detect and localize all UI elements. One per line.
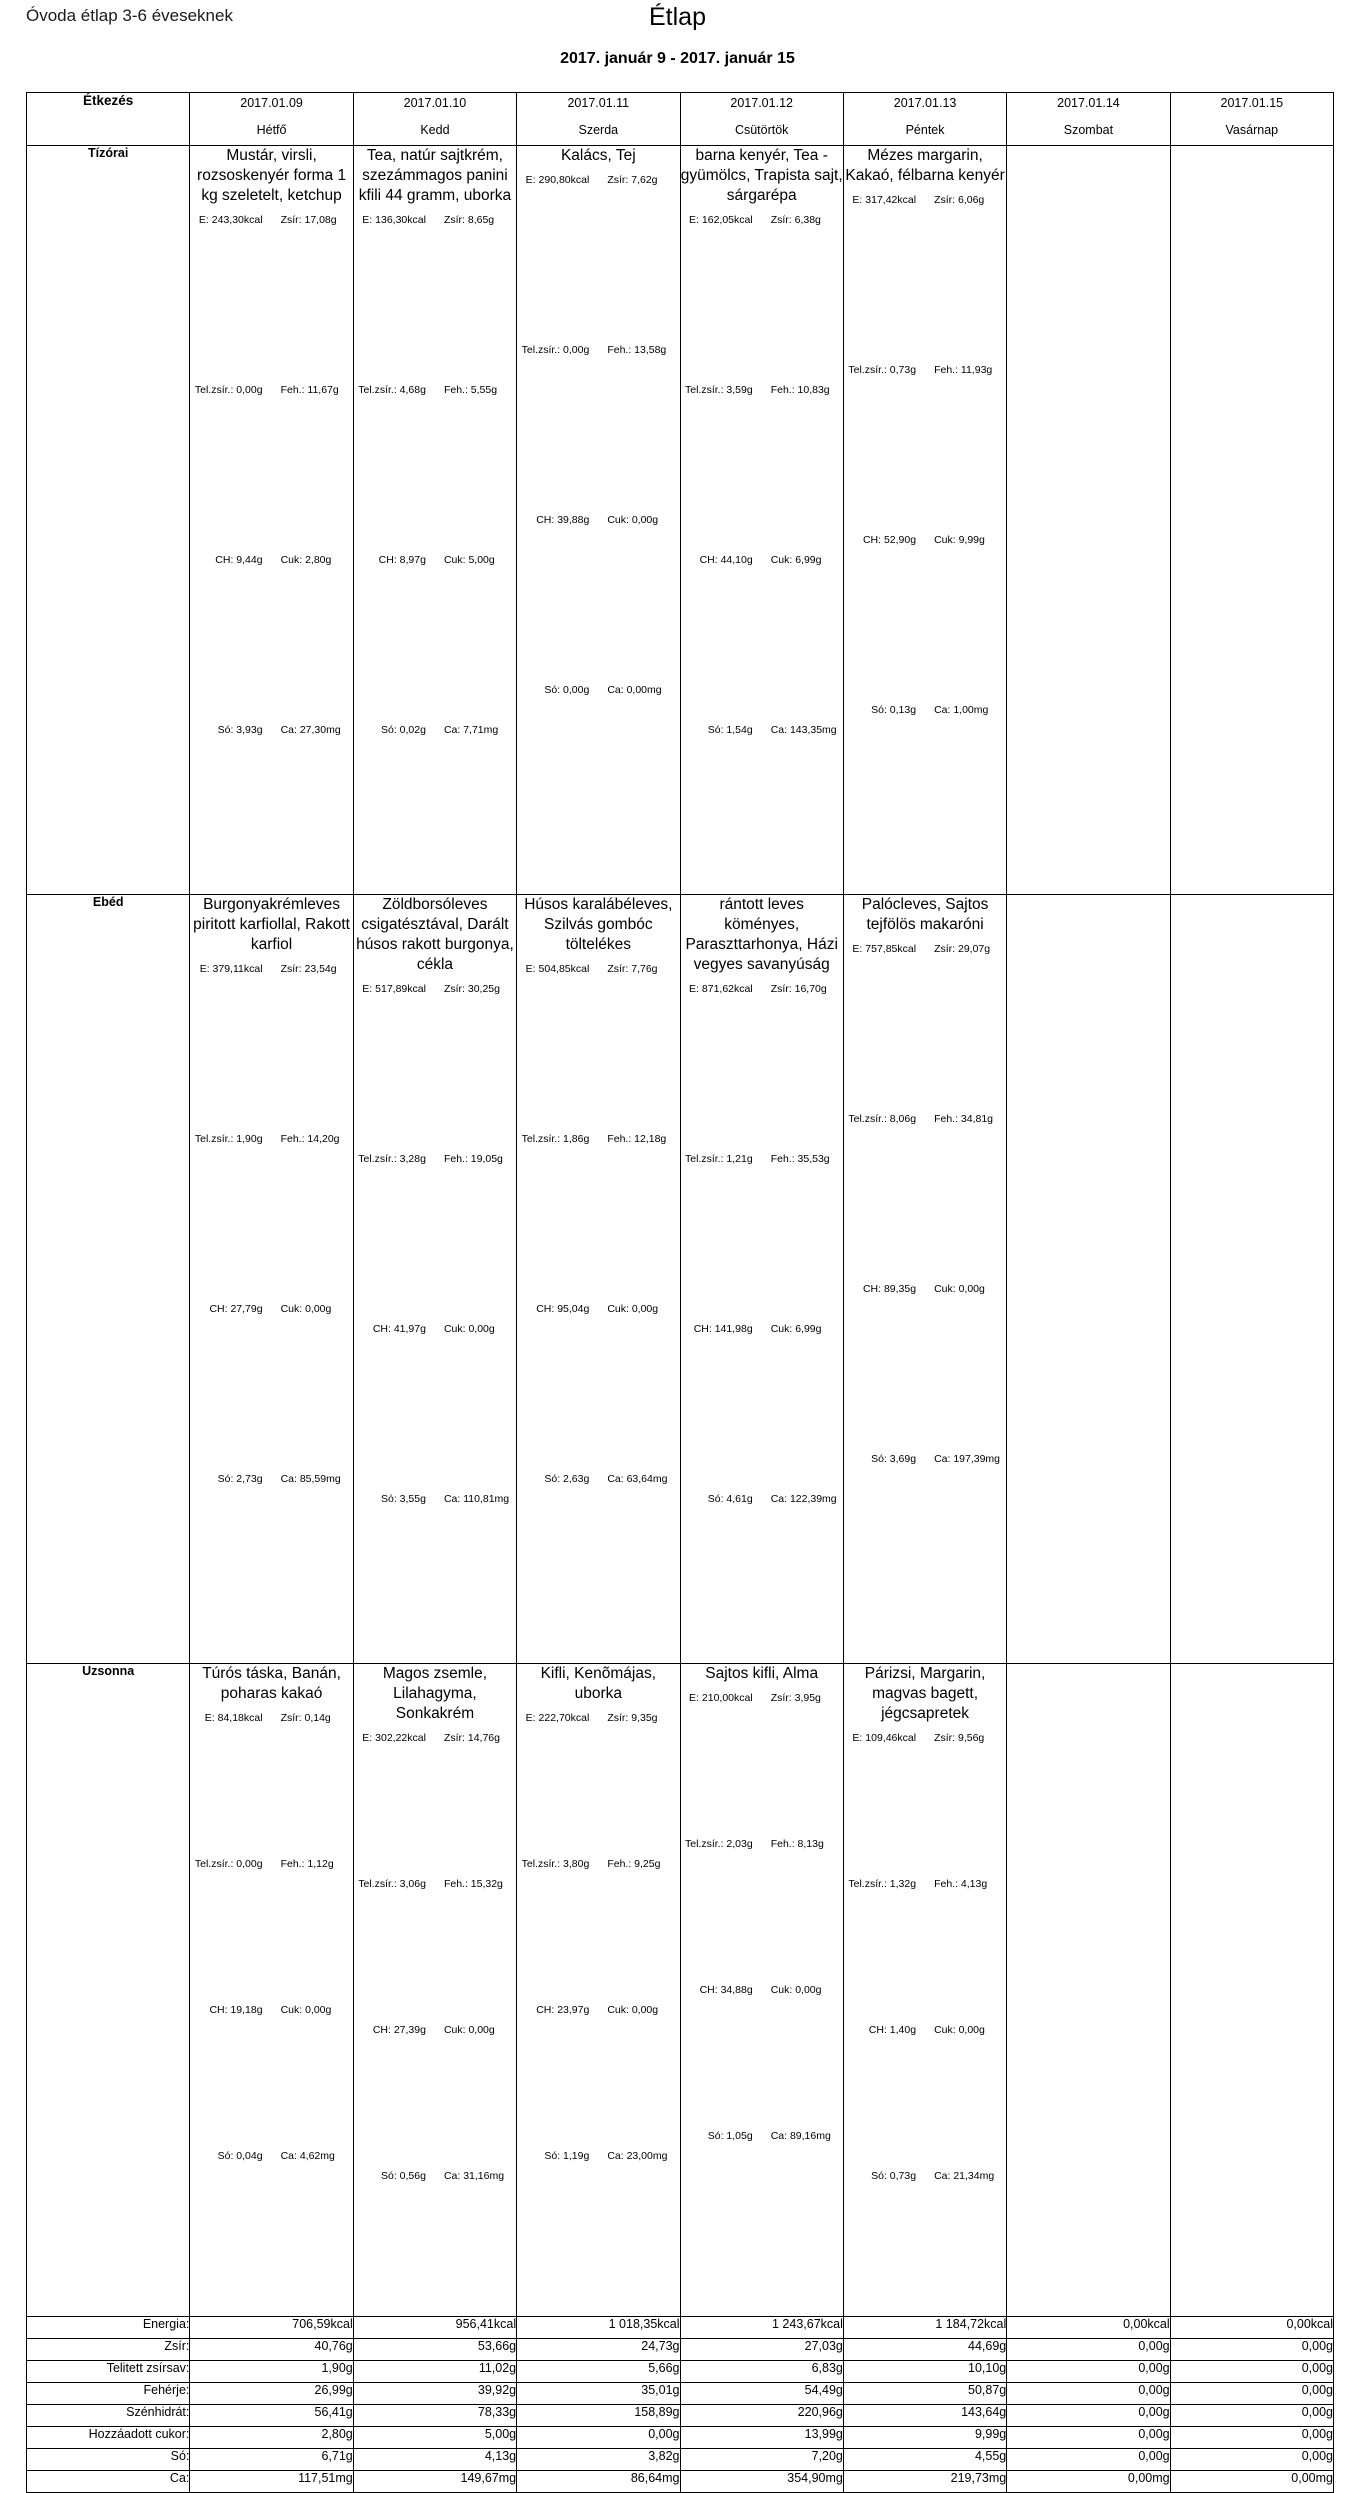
nutrition-sat-fat: Tel.zsír.: 0,00g	[521, 344, 590, 356]
day-name-0: Hétfő	[256, 123, 287, 137]
meal-row-uzsonna	[27, 1664, 1334, 2317]
day-date-5: 2017.01.14	[1057, 96, 1120, 110]
dish-name: Mézes margarin, Kakaó, félbarna kenyér	[845, 147, 1005, 184]
meal-cell-tizorai-4	[843, 146, 1006, 895]
nutrition-carbs: CH: 9,44g	[215, 554, 263, 566]
summary-value: 0,00g	[1007, 2361, 1170, 2383]
summary-label: Hozzáadott cukor:	[27, 2427, 190, 2449]
nutrition-sugar: Cuk: 0,00g	[607, 2004, 659, 2016]
nutrition-block	[517, 1712, 679, 2296]
nutrition-sugar: Cuk: 0,00g	[280, 1303, 332, 1315]
summary-label: Szénhidrát:	[27, 2405, 190, 2427]
summary-value: 0,00mg	[1007, 2471, 1170, 2493]
day-header-4	[843, 93, 1006, 146]
summary-value: 1 184,72kcal	[843, 2317, 1006, 2339]
weekly-menu-table	[26, 92, 1334, 2493]
summary-value: 9,99g	[843, 2427, 1006, 2449]
nutrition-energy: E: 210,00kcal	[689, 1692, 753, 1704]
nutrition-energy: E: 84,18kcal	[204, 1712, 263, 1724]
summary-value: 10,10g	[843, 2361, 1006, 2383]
nutrition-block	[517, 174, 679, 854]
nutrition-carbs: CH: 41,97g	[372, 1323, 426, 1335]
nutrition-carbs: CH: 23,97g	[536, 2004, 590, 2016]
nutrition-fat: Zsír: 8,65g	[443, 214, 495, 226]
nutrition-block	[844, 1732, 1006, 2316]
nutrition-block	[681, 1692, 843, 2276]
nutrition-salt: Só: 0,04g	[217, 2150, 263, 2162]
day-date-0: 2017.01.09	[240, 96, 303, 110]
summary-value: 4,13g	[353, 2449, 516, 2471]
nutrition-energy: E: 222,70kcal	[525, 1712, 590, 1724]
meal-cell-uzsonna-5	[1007, 1664, 1170, 2317]
nutrition-fat: Zsír: 6,38g	[770, 214, 821, 226]
nutrition-energy: E: 517,89kcal	[362, 983, 426, 995]
meal-cell-tizorai-0	[190, 146, 353, 895]
summary-value: 78,33g	[353, 2405, 516, 2427]
dish-name: Mustár, virsli, rozsoskenyér forma 1 kg szeletelt, ketchup	[197, 147, 347, 204]
nutrition-block	[681, 983, 843, 1663]
nutrition-energy: E: 504,85kcal	[525, 963, 590, 975]
nutrition-calcium: Ca: 89,16mg	[770, 2130, 831, 2142]
nutrition-protein: Feh.: 34,81g	[934, 1113, 994, 1125]
summary-value: 0,00g	[1007, 2405, 1170, 2427]
summary-value: 0,00g	[1007, 2339, 1170, 2361]
nutrition-sugar: Cuk: 6,99g	[770, 554, 822, 566]
summary-label: Zsír:	[27, 2339, 190, 2361]
summary-value: 24,73g	[517, 2339, 680, 2361]
summary-label: Telitett zsírsav:	[27, 2361, 190, 2383]
nutrition-calcium: Ca: 0,00mg	[607, 684, 662, 696]
meal-cell-tizorai-1	[353, 146, 516, 895]
summary-value: 6,71g	[190, 2449, 353, 2471]
meal-cell-tizorai-5	[1007, 146, 1170, 895]
nutrition-protein: Feh.: 8,13g	[770, 1838, 824, 1850]
summary-value: 5,66g	[517, 2361, 680, 2383]
nutrition-calcium: Ca: 4,62mg	[280, 2150, 335, 2162]
nutrition-protein: Feh.: 14,20g	[280, 1133, 340, 1145]
summary-row-hozzaadott-cukor	[27, 2427, 1334, 2449]
nutrition-sugar: Cuk: 9,99g	[934, 534, 985, 546]
nutrition-salt: Só: 0,73g	[871, 2170, 917, 2182]
summary-value: 158,89g	[517, 2405, 680, 2427]
summary-label: Energia:	[27, 2317, 190, 2339]
day-header-5	[1007, 93, 1170, 146]
nutrition-energy: E: 243,30kcal	[198, 214, 263, 226]
nutrition-fat: Zsír: 17,08g	[280, 214, 337, 226]
nutrition-calcium: Ca: 85,59mg	[280, 1473, 341, 1485]
summary-value: 40,76g	[190, 2339, 353, 2361]
nutrition-fat: Zsír: 30,25g	[443, 983, 500, 995]
summary-value: 3,82g	[517, 2449, 680, 2471]
nutrition-sugar: Cuk: 0,00g	[934, 2024, 985, 2036]
nutrition-sat-fat: Tel.zsír.: 0,00g	[194, 384, 263, 396]
summary-value: 5,00g	[353, 2427, 516, 2449]
nutrition-energy: E: 317,42kcal	[852, 194, 917, 206]
day-name-2: Szerda	[578, 123, 619, 137]
nutrition-block	[517, 963, 679, 1643]
nutrition-calcium: Ca: 21,34mg	[934, 2170, 995, 2182]
nutrition-energy: E: 871,62kcal	[689, 983, 753, 995]
nutrition-block	[190, 963, 352, 1643]
summary-value: 0,00mg	[1170, 2471, 1333, 2493]
summary-row-zsir	[27, 2339, 1334, 2361]
nutrition-calcium: Ca: 197,39mg	[934, 1453, 1001, 1465]
nutrition-carbs: CH: 34,88g	[699, 1984, 753, 1996]
nutrition-carbs: CH: 39,88g	[536, 514, 590, 526]
dish-name: Párizsi, Margarin, magvas bagett, jégcsapretek	[864, 1665, 986, 1722]
meal-cell-ebed-5	[1007, 895, 1170, 1664]
meal-row-ebed	[27, 895, 1334, 1664]
nutrition-sugar: Cuk: 0,00g	[607, 514, 659, 526]
nutrition-calcium: Ca: 31,16mg	[443, 2170, 505, 2182]
dish-name: Tea, natúr sajtkrém, szezámmagos panini kfili 44 gramm, uborka	[358, 147, 512, 204]
dish-name: rántott leves köményes, Paraszttarhonya, Házi vegyes savanyúság	[685, 896, 838, 973]
nutrition-carbs: CH: 89,35g	[862, 1283, 917, 1295]
summary-value: 2,80g	[190, 2427, 353, 2449]
summary-value: 0,00g	[1007, 2383, 1170, 2405]
nutrition-sugar: Cuk: 5,00g	[443, 554, 495, 566]
nutrition-salt: Só: 2,73g	[217, 1473, 263, 1485]
nutrition-salt: Só: 1,19g	[544, 2150, 590, 2162]
day-date-3: 2017.01.12	[730, 96, 793, 110]
nutrition-protein: Feh.: 5,55g	[443, 384, 498, 396]
dish-name: Túrós táska, Banán, poharas kakaó	[202, 1665, 341, 1702]
nutrition-carbs: CH: 1,40g	[868, 2024, 917, 2036]
nutrition-carbs: CH: 27,79g	[209, 1303, 263, 1315]
dish-name: Zöldborsóleves csigatésztával, Darált húsos rakott burgonya, cékla	[356, 896, 514, 973]
nutrition-block	[354, 214, 516, 894]
nutrition-sugar: Cuk: 0,00g	[607, 1303, 659, 1315]
dish-name: Sajtos kifli, Alma	[705, 1665, 819, 1682]
day-name-4: Péntek	[905, 123, 945, 137]
nutrition-block	[681, 214, 843, 894]
summary-value: 0,00g	[1170, 2449, 1333, 2471]
nutrition-energy: E: 290,80kcal	[525, 174, 590, 186]
nutrition-calcium: Ca: 23,00mg	[607, 2150, 668, 2162]
meal-cell-ebed-2	[517, 895, 680, 1664]
day-name-1: Kedd	[420, 123, 450, 137]
dish-name: Palócleves, Sajtos tejfölös makaróni	[861, 896, 989, 933]
nutrition-sat-fat: Tel.zsír.: 3,59g	[684, 384, 753, 396]
nutrition-salt: Só: 0,00g	[544, 684, 590, 696]
summary-row-feherje	[27, 2383, 1334, 2405]
nutrition-calcium: Ca: 122,39mg	[770, 1493, 837, 1505]
nutrition-fat: Zsír: 29,07g	[934, 943, 991, 955]
meal-row-tizorai	[27, 146, 1334, 895]
nutrition-sugar: Cuk: 6,99g	[770, 1323, 822, 1335]
nutrition-sat-fat: Tel.zsír.: 0,00g	[194, 1858, 263, 1870]
nutrition-salt: Só: 0,56g	[380, 2170, 426, 2182]
summary-row-ca	[27, 2471, 1334, 2493]
summary-value: 1 018,35kcal	[517, 2317, 680, 2339]
nutrition-carbs: CH: 52,90g	[862, 534, 917, 546]
summary-value: 1 243,67kcal	[680, 2317, 843, 2339]
summary-value: 0,00g	[1170, 2427, 1333, 2449]
meal-cell-uzsonna-0	[190, 1664, 353, 2317]
nutrition-carbs: CH: 95,04g	[536, 1303, 590, 1315]
summary-value: 26,99g	[190, 2383, 353, 2405]
nutrition-sugar: Cuk: 0,00g	[280, 2004, 332, 2016]
meal-cell-uzsonna-4	[843, 1664, 1006, 2317]
nutrition-energy: E: 162,05kcal	[689, 214, 753, 226]
nutrition-salt: Só: 3,69g	[871, 1453, 917, 1465]
nutrition-carbs: CH: 19,18g	[209, 2004, 263, 2016]
dish-name: barna kenyér, Tea - gyümölcs, Trapista sajt, sárgarépa	[680, 147, 843, 204]
day-date-1: 2017.01.10	[403, 96, 467, 110]
nutrition-sugar: Cuk: 0,00g	[443, 1323, 495, 1335]
meal-cell-ebed-4	[843, 895, 1006, 1664]
summary-label: Só:	[27, 2449, 190, 2471]
nutrition-sugar: Cuk: 2,80g	[280, 554, 332, 566]
meal-cell-uzsonna-6	[1170, 1664, 1333, 2317]
nutrition-protein: Feh.: 12,18g	[607, 1133, 667, 1145]
nutrition-fat: Zsír: 9,56g	[934, 1732, 985, 1744]
summary-value: 13,99g	[680, 2427, 843, 2449]
summary-value: 39,92g	[353, 2383, 516, 2405]
nutrition-fat: Zsír: 6,06g	[934, 194, 985, 206]
day-name-5: Szombat	[1063, 123, 1114, 137]
summary-value: 143,64g	[843, 2405, 1006, 2427]
summary-value: 27,03g	[680, 2339, 843, 2361]
summary-value: 0,00g	[1007, 2427, 1170, 2449]
summary-value: 53,66g	[353, 2339, 516, 2361]
nutrition-salt: Só: 0,13g	[871, 704, 917, 716]
page-title: Étlap	[649, 3, 706, 31]
summary-label: Fehérje:	[27, 2383, 190, 2405]
nutrition-salt: Só: 0,02g	[380, 724, 426, 736]
dish-name: Kalács, Tej	[560, 147, 636, 164]
meal-cell-tizorai-3	[680, 146, 843, 895]
nutrition-sat-fat: Tel.zsír.: 1,21g	[684, 1153, 753, 1165]
day-name-6: Vasárnap	[1225, 123, 1279, 137]
nutrition-protein: Feh.: 15,32g	[443, 1878, 503, 1890]
summary-value: 117,51mg	[190, 2471, 353, 2493]
nutrition-block	[354, 983, 516, 1663]
nutrition-block	[354, 1732, 516, 2316]
nutrition-sat-fat: Tel.zsír.: 1,32g	[848, 1878, 917, 1890]
nutrition-protein: Feh.: 11,93g	[934, 364, 993, 376]
summary-value: 0,00g	[1170, 2339, 1333, 2361]
nutrition-protein: Feh.: 9,25g	[607, 1858, 661, 1870]
summary-row-energia	[27, 2317, 1334, 2339]
nutrition-fat: Zsír: 3,95g	[770, 1692, 821, 1704]
nutrition-protein: Feh.: 4,13g	[934, 1878, 988, 1890]
nutrition-fat: Zsír: 16,70g	[770, 983, 827, 995]
nutrition-calcium: Ca: 143,35mg	[770, 724, 837, 736]
day-name-3: Csütörtök	[734, 123, 789, 137]
nutrition-energy: E: 109,46kcal	[852, 1732, 917, 1744]
nutrition-salt: Só: 3,93g	[217, 724, 263, 736]
summary-label: Ca:	[27, 2471, 190, 2493]
summary-value: 219,73mg	[843, 2471, 1006, 2493]
summary-value: 0,00kcal	[1007, 2317, 1170, 2339]
meal-cell-tizorai-6	[1170, 146, 1333, 895]
nutrition-protein: Feh.: 35,53g	[770, 1153, 830, 1165]
nutrition-sugar: Cuk: 0,00g	[934, 1283, 985, 1295]
nutrition-sat-fat: Tel.zsír.: 8,06g	[848, 1113, 917, 1125]
summary-value: 7,20g	[680, 2449, 843, 2471]
nutrition-fat: Zsír: 7,76g	[607, 963, 658, 975]
nutrition-sat-fat: Tel.zsír.: 3,28g	[358, 1153, 426, 1165]
nutrition-carbs: CH: 27,39g	[372, 2024, 426, 2036]
nutrition-sugar: Cuk: 0,00g	[443, 2024, 495, 2036]
nutrition-calcium: Ca: 7,71mg	[443, 724, 499, 736]
nutrition-salt: Só: 3,55g	[380, 1493, 426, 1505]
nutrition-energy: E: 302,22kcal	[362, 1732, 426, 1744]
meal-cell-tizorai-2	[517, 146, 680, 895]
meal-cell-uzsonna-2	[517, 1664, 680, 2317]
summary-value: 0,00g	[1170, 2383, 1333, 2405]
nutrition-carbs: CH: 44,10g	[699, 554, 753, 566]
nutrition-sat-fat: Tel.zsír.: 3,06g	[358, 1878, 426, 1890]
day-header-2	[517, 93, 680, 146]
summary-value: 0,00g	[517, 2427, 680, 2449]
summary-value: 11,02g	[353, 2361, 516, 2383]
summary-value: 0,00g	[1170, 2361, 1333, 2383]
summary-value: 6,83g	[680, 2361, 843, 2383]
summary-value: 354,90mg	[680, 2471, 843, 2493]
nutrition-energy: E: 379,11kcal	[199, 963, 263, 975]
day-date-2: 2017.01.11	[567, 96, 630, 110]
nutrition-sat-fat: Tel.zsír.: 3,80g	[521, 1858, 590, 1870]
dish-name: Kifli, Kenõmájas, uborka	[540, 1665, 657, 1702]
summary-value: 220,96g	[680, 2405, 843, 2427]
nutrition-energy: E: 136,30kcal	[362, 214, 426, 226]
nutrition-calcium: Ca: 63,64mg	[607, 1473, 668, 1485]
nutrition-salt: Só: 4,61g	[707, 1493, 753, 1505]
nutrition-block	[844, 943, 1006, 1623]
summary-row-so	[27, 2449, 1334, 2471]
nutrition-fat: Zsír: 23,54g	[280, 963, 337, 975]
nutrition-protein: Feh.: 10,83g	[770, 384, 830, 396]
dish-name: Húsos karalábéleves, Szilvás gombóc töltelékes	[524, 896, 673, 953]
day-header-0	[190, 93, 353, 146]
nutrition-sugar: Cuk: 0,00g	[770, 1984, 822, 1996]
meal-cell-ebed-1	[353, 895, 516, 1664]
summary-value: 4,55g	[843, 2449, 1006, 2471]
date-range-label: 2017. január 9 - 2017. január 15	[560, 50, 795, 67]
nutrition-protein: Feh.: 13,58g	[607, 344, 667, 356]
summary-value: 956,41kcal	[353, 2317, 516, 2339]
nutrition-salt: Só: 1,54g	[707, 724, 753, 736]
nutrition-salt: Só: 2,63g	[544, 1473, 590, 1485]
day-date-4: 2017.01.13	[893, 96, 957, 110]
meal-column-header: Étkezés	[27, 93, 190, 146]
summary-value: 706,59kcal	[190, 2317, 353, 2339]
nutrition-calcium: Ca: 110,81mg	[443, 1493, 510, 1505]
meal-label-uzsonna: Uzsonna	[27, 1664, 190, 2317]
day-date-6: 2017.01.15	[1220, 96, 1284, 110]
nutrition-block	[844, 194, 1006, 874]
summary-value: 44,69g	[843, 2339, 1006, 2361]
nutrition-fat: Zsír: 14,76g	[443, 1732, 500, 1744]
day-header-1	[353, 93, 516, 146]
nutrition-protein: Feh.: 11,67g	[280, 384, 339, 396]
meal-cell-ebed-0	[190, 895, 353, 1664]
nutrition-block	[190, 214, 352, 894]
nutrition-sat-fat: Tel.zsír.: 1,90g	[194, 1133, 263, 1145]
meal-cell-uzsonna-3	[680, 1664, 843, 2317]
summary-value: 1,90g	[190, 2361, 353, 2383]
nutrition-calcium: Ca: 1,00mg	[934, 704, 989, 716]
day-header-6	[1170, 93, 1333, 146]
summary-value: 50,87g	[843, 2383, 1006, 2405]
document-audience-subtitle: Óvoda étlap 3-6 éveseknek	[26, 6, 233, 25]
nutrition-block	[190, 1712, 352, 2296]
summary-value: 0,00kcal	[1170, 2317, 1333, 2339]
summary-value: 86,64mg	[517, 2471, 680, 2493]
meal-cell-ebed-6	[1170, 895, 1333, 1664]
nutrition-fat: Zsír: 7,62g	[607, 174, 658, 186]
meal-label-ebed: Ebéd	[27, 895, 190, 1664]
nutrition-calcium: Ca: 27,30mg	[280, 724, 341, 736]
summary-value: 0,00g	[1007, 2449, 1170, 2471]
nutrition-sat-fat: Tel.zsír.: 2,03g	[684, 1838, 753, 1850]
summary-value: 149,67mg	[353, 2471, 516, 2493]
nutrition-protein: Feh.: 1,12g	[280, 1858, 334, 1870]
summary-value: 56,41g	[190, 2405, 353, 2427]
summary-value: 35,01g	[517, 2383, 680, 2405]
nutrition-protein: Feh.: 19,05g	[443, 1153, 503, 1165]
nutrition-fat: Zsír: 9,35g	[607, 1712, 658, 1724]
nutrition-energy: E: 757,85kcal	[852, 943, 917, 955]
nutrition-carbs: CH: 8,97g	[378, 554, 426, 566]
nutrition-sat-fat: Tel.zsír.: 0,73g	[848, 364, 917, 376]
menu-body	[27, 146, 1334, 2493]
nutrition-carbs: CH: 141,98g	[693, 1323, 753, 1335]
table-header-row	[27, 93, 1334, 146]
summary-row-szenhidrat	[27, 2405, 1334, 2427]
day-header-3	[680, 93, 843, 146]
summary-row-telitett-zsirsav	[27, 2361, 1334, 2383]
nutrition-fat: Zsír: 0,14g	[280, 1712, 331, 1724]
dish-name: Magos zsemle, Lilahagyma, Sonkakrém	[382, 1665, 488, 1722]
nutrition-salt: Só: 1,05g	[707, 2130, 753, 2142]
nutrition-sat-fat: Tel.zsír.: 1,86g	[521, 1133, 590, 1145]
dish-name: Burgonyakrémleves piritott karfiollal, Rakott karfiol	[193, 896, 350, 953]
meal-cell-uzsonna-1	[353, 1664, 516, 2317]
meal-label-tizorai: Tízórai	[27, 146, 190, 895]
nutrition-sat-fat: Tel.zsír.: 4,68g	[358, 384, 426, 396]
summary-value: 54,49g	[680, 2383, 843, 2405]
summary-value: 0,00g	[1170, 2405, 1333, 2427]
meal-cell-ebed-3	[680, 895, 843, 1664]
